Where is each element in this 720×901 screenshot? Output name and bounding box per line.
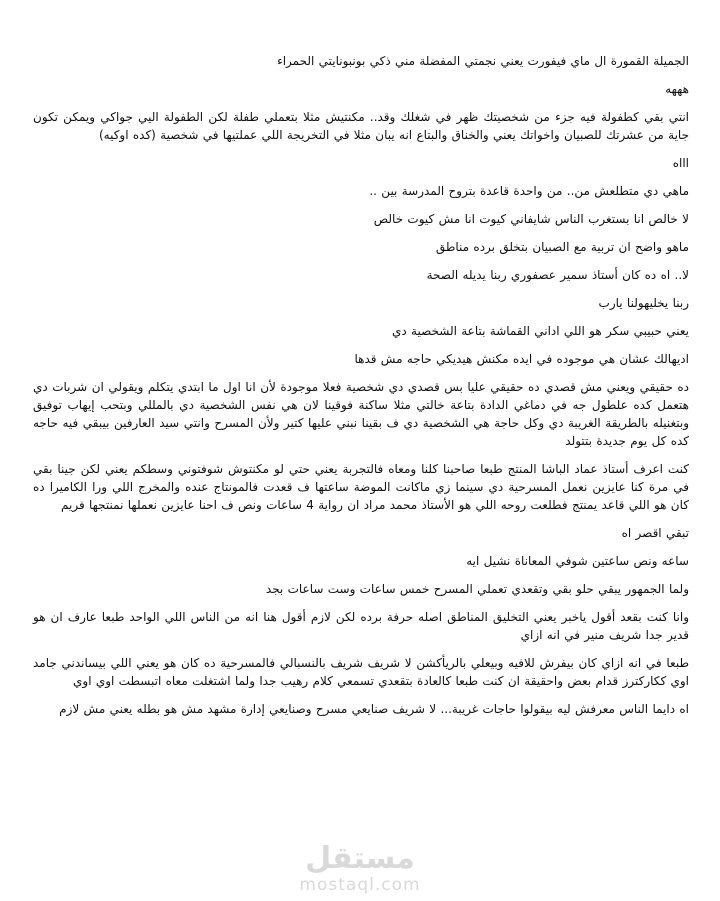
paragraph: لا.. اه ده كان أستاذ سمير عصفوري ربنا يديله الصحة — [426, 268, 689, 282]
paragraph: ولما الجمهور يبقي حلو بقي وتقعدي تعملي المسرح خمس ساعات وست ساعات بجد — [265, 582, 689, 596]
paragraph: اه دايما الناس معرفش ليه بيقولوا حاجات غريبة... لا شريف صنايعي مسرح وصنايعي إدارة مشهد مش هو بطله يعني مش لازم — [59, 702, 689, 716]
paragraph: ماهي دي متطلعش من.. من واحدة قاعدة بتروح المدرسة بين .. — [369, 184, 689, 198]
paragraph: ماهو واضح ان تربية مع الصبيان بتخلق برده مناطق — [435, 240, 689, 254]
paragraph: اديهالك عشان هي موجوده في ايده مكنش هيديكي حاجه مش قدها — [354, 352, 689, 366]
paragraph: وانا كنت بقعد أقول ياخبر يعني التخليق المناطق اصله حرفة برده لكن لازم أقول هنا انه من الناس اللي الواحد طبعا عارف ان هو قدير جدا شريف منير في انه ازاي — [33, 610, 689, 642]
document-content — [33, 52, 689, 728]
paragraph: طبعا في انه ازاي كان بيفرش للافيه وبيعلي بالريأكشن لا شريف شريف بالنسبالي فالمسرحية ده كان هو يعني اللي بيساندني جامد اوي ككاركترز قدام بعض واحقيقة ان كنت طبعا كالعادة بتقعدي تسمعي كلام رهيب جدا ولما اشتغلت معاه اتبسطت اوي اوي — [33, 656, 689, 688]
paragraph: ساعه ونص ساعتين شوفي المعاناة نشيل ايه — [466, 554, 689, 568]
paragraph: انتي بقي كطفولة فيه جزء من شخصيتك ظهر في شغلك وقد.. مكنتيش مثلا بتعملي طفلة لكن الطفولة اليي جواكي ويمكن تكون جاية من عشرتك للصبيان واخواتك يعني والخناق والبتاع انه يبان مثلا في التخريجة اللي عملتيها في شخصية (كده اوكيه) — [33, 110, 689, 142]
paragraph: هههه — [665, 82, 689, 96]
mostaql-watermark — [0, 843, 720, 894]
paragraph: ربنا يخليهولنا يارب — [598, 296, 689, 310]
paragraph: الجميلة القمورة ال ماي فيفورت يعني نجمتي المفضلة مني ذكي بونبونايتي الحمراء — [277, 54, 689, 68]
paragraph: لا خالص انا بستغرب الناس شايفاني كيوت انا مش كيوت خالص — [373, 212, 689, 226]
paragraph: اااه — [672, 156, 689, 170]
paragraph: ده حقيقي ويعني مش قصدي ده حقيقي عليا بس قصدي دي شخصية فعلا موجودة لأن انا اول ما ابتدي يتكلم ويقولي ان شربات دي هتعمل كده علطول جه في دماغي الدادة بتاعة خالتي مثلا ساكنة فوقينا لان هي نفس الشخصية دي بالمللي وبتحب إيهاب توفيق وبتغنيله بالطريقة الغريبة دي وكل حاجة هي الشخصية دي ف بقينا نبني عليها كتير ولأن المسرح وانتي سيد العارفين بيبقي فيه حاجه كده كل يوم جديدة بتتولد — [33, 380, 689, 448]
paragraph: تبقي اقصر اه — [621, 526, 689, 540]
paragraph: كنت اعرف أستاذ عماد الباشا المنتج طبعا صاحبنا كلنا ومعاه فالتجربة يعني حتي لو مكنتوش شوفتوني وسطكم يعني لكن جينا بقي في مرة كنا عايزين نعمل المسرحية دي سينما زي ماكانت الموضة ساعتها ف قعدت فالمونتاج عنده والمخرج اللي ورا الكاميرا ده كان هو اللي قاعد يمنتج فطلعت روحه اللي هو الأستاذ محمد مراد ان رواية 4 ساعات ونص ف احنا عايزين نعملها نمنتجها فريم — [33, 462, 689, 512]
paragraph: يعني حبيبي سكر هو اللي اداني القماشة بتاعة الشخصية دي — [391, 324, 689, 338]
mostaql-site-text: mostaql.com — [299, 875, 421, 895]
mostaql-logo: مستقل — [305, 841, 415, 876]
